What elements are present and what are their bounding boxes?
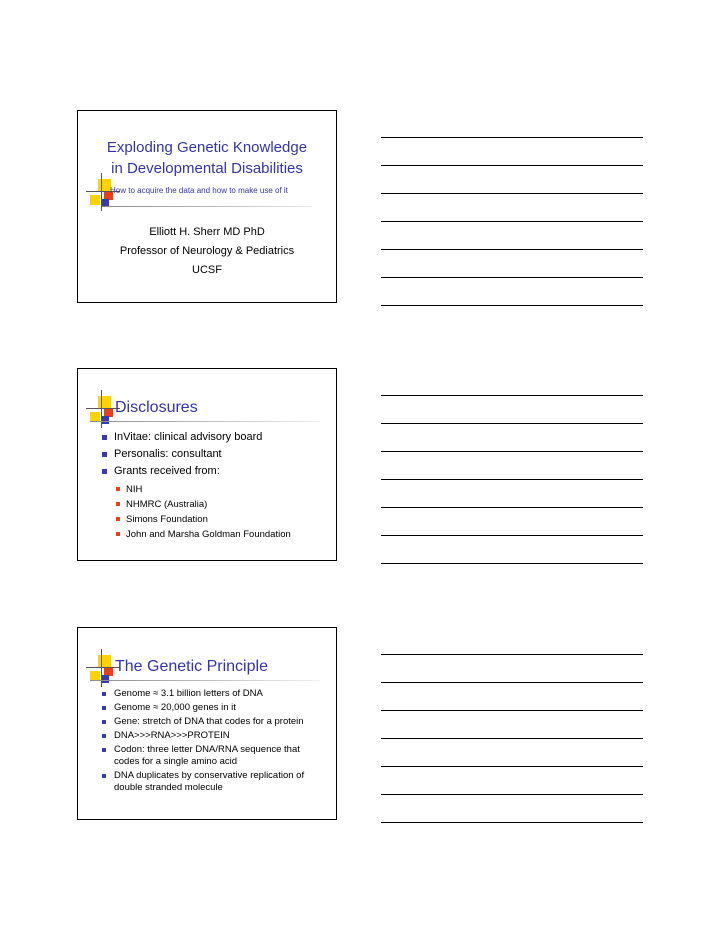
author-affiliation: UCSF xyxy=(192,264,222,276)
bullet-list xyxy=(114,429,291,542)
list-item: DNA duplicates by conservative replication of double stranded molecule xyxy=(114,770,324,794)
list-item: Genome ≈ 20,000 genes in it xyxy=(114,702,324,714)
slide-1-title xyxy=(77,110,337,303)
slide-2-disclosures xyxy=(77,368,337,561)
list-item: Personalis: consultant xyxy=(114,446,291,463)
heading-divider xyxy=(90,421,320,422)
list-item: InVitae: clinical advisory board xyxy=(114,429,291,446)
presentation-title xyxy=(78,137,336,179)
slide-3-genetic-principle xyxy=(77,627,337,820)
slide-heading: The Genetic Principle xyxy=(115,658,268,675)
sub-bullet-list xyxy=(114,482,291,542)
decorative-squares-icon xyxy=(90,396,112,428)
sub-list-item: NIH xyxy=(126,482,291,497)
heading-divider xyxy=(90,680,320,681)
sub-list-item: NHMRC (Australia) xyxy=(126,497,291,512)
sub-list-item: John and Marsha Goldman Foundation xyxy=(126,529,291,540)
list-item: Genome ≈ 3.1 billion letters of DNA xyxy=(114,688,324,700)
decorative-squares-icon xyxy=(90,655,112,687)
bullet-list xyxy=(114,688,324,796)
author-name: Elliott H. Sherr MD PhD xyxy=(149,226,265,238)
list-item: Gene: stretch of DNA that codes for a protein xyxy=(114,716,324,728)
title-line-2: in Developmental Disabilities xyxy=(111,160,303,177)
sub-list-item: Simons Foundation xyxy=(126,512,291,527)
list-item: DNA>>>RNA>>>PROTEIN xyxy=(114,730,324,742)
author-role: Professor of Neurology & Pediatrics xyxy=(119,245,295,257)
title-line-1: Exploding Genetic Knowledge xyxy=(106,139,308,156)
author-block xyxy=(78,223,336,280)
presentation-subtitle: How to acquire the data and how to make use of it xyxy=(110,186,288,195)
title-divider xyxy=(102,206,312,207)
list-item xyxy=(114,463,291,542)
list-item-label: Grants received from: xyxy=(114,465,220,477)
list-item: Codon: three letter DNA/RNA sequence that codes for a single amino acid xyxy=(114,744,324,768)
slide-heading: Disclosures xyxy=(115,399,198,416)
